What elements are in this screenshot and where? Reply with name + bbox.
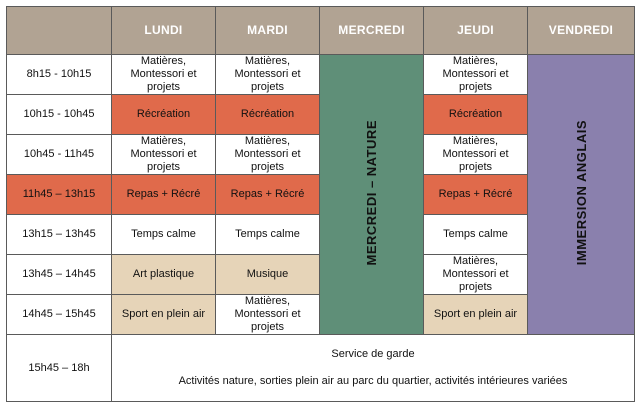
time-cell: 13h15 – 13h45 [7, 215, 112, 255]
jeudi-cell: Sport en plein air [424, 295, 528, 335]
lundi-cell: Matières, Montessori et projets [112, 135, 216, 175]
jeudi-cell: Récréation [424, 95, 528, 135]
lundi-cell: Matières, Montessori et projets [112, 55, 216, 95]
time-cell: 10h45 - 11h45 [7, 135, 112, 175]
service-de-garde-activities: Activités nature, sorties plein air au parc du quartier, activités intérieures variées [178, 375, 568, 387]
mardi-cell: Musique [216, 255, 320, 295]
time-cell: 13h45 – 14h45 [7, 255, 112, 295]
service-de-garde-cell [112, 335, 635, 402]
lundi-cell: Récréation [112, 95, 216, 135]
mardi-cell: Temps calme [216, 215, 320, 255]
mercredi-nature-label: MERCREDI – NATURE [364, 119, 379, 266]
jeudi-cell: Repas + Récré [424, 175, 528, 215]
header-row [7, 7, 635, 55]
lundi-cell: Art plastique [112, 255, 216, 295]
garde-row [7, 335, 635, 402]
jeudi-cell: Matières, Montessori et projets [424, 255, 528, 295]
jeudi-cell: Matières, Montessori et projets [424, 135, 528, 175]
time-cell: 14h45 – 15h45 [7, 295, 112, 335]
service-de-garde-title: Service de garde [331, 348, 415, 360]
immersion-anglais-label: IMMERSION ANGLAIS [573, 119, 589, 266]
mardi-cell: Matières, Montessori et projets [216, 135, 320, 175]
mardi-cell: Récréation [216, 95, 320, 135]
lundi-cell: Temps calme [112, 215, 216, 255]
mardi-cell: Matières, Montessori et projets [216, 295, 320, 335]
time-cell: 8h15 - 10h15 [7, 55, 112, 95]
weekly-schedule-table [6, 6, 635, 402]
header-jeudi: JEUDI [424, 7, 528, 55]
mercredi-nature-block [320, 55, 424, 335]
garde-time-cell: 15h45 – 18h [7, 335, 112, 402]
vendredi-immersion-block [528, 55, 635, 335]
jeudi-cell: Temps calme [424, 215, 528, 255]
time-cell: 11h45 – 13h15 [7, 175, 112, 215]
mardi-cell: Repas + Récré [216, 175, 320, 215]
header-corner [7, 7, 112, 55]
jeudi-cell: Matières, Montessori et projets [424, 55, 528, 95]
mardi-cell: Matières, Montessori et projets [216, 55, 320, 95]
header-vendredi: VENDREDI [528, 7, 635, 55]
header-mardi: MARDI [216, 7, 320, 55]
table-row [7, 55, 635, 95]
header-mercredi: MERCREDI [320, 7, 424, 55]
lundi-cell: Sport en plein air [112, 295, 216, 335]
time-cell: 10h15 - 10h45 [7, 95, 112, 135]
lundi-cell: Repas + Récré [112, 175, 216, 215]
header-lundi: LUNDI [112, 7, 216, 55]
